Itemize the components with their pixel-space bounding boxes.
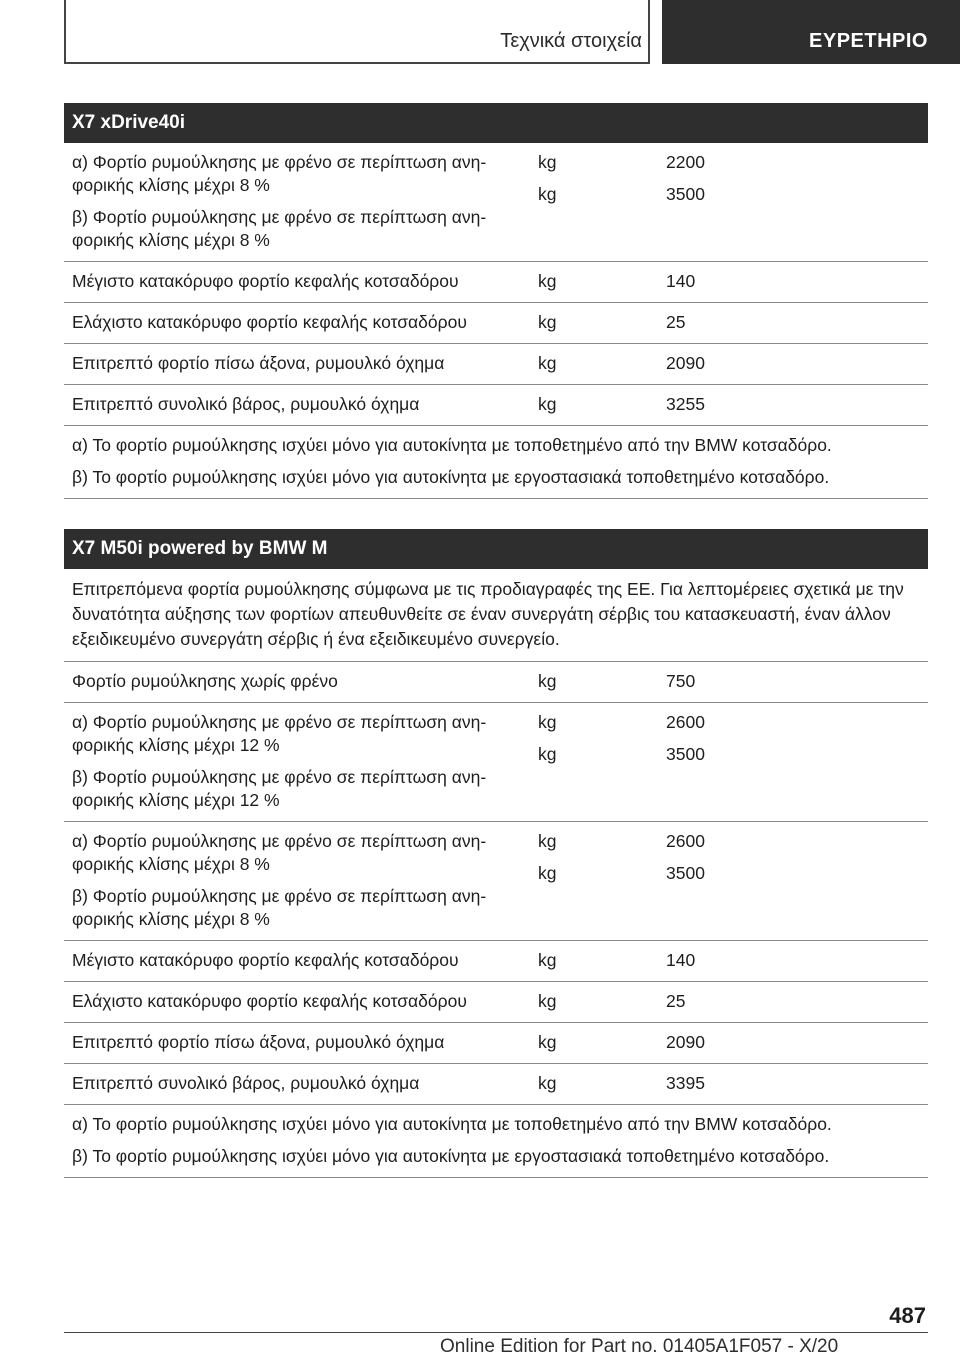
- numeric-value: 2600: [666, 712, 705, 732]
- section-title: X7 M50i powered by BMW M: [64, 529, 928, 569]
- numeric-value: 2200: [666, 152, 705, 172]
- row-value: [666, 393, 920, 416]
- description-line: Επιτρεπτό φορτίο πίσω άξονα, ρυμουλκό όχημα: [72, 353, 445, 373]
- footnote: β) Το φορτίο ρυμούλκησης ισχύει μόνο για αυτοκίνητα με εργοστασιακά τοποθετημένο κοτσαδόρο.: [72, 467, 830, 487]
- row-description: [72, 1072, 538, 1095]
- footnote: α) Το φορτίο ρυμούλκησης ισχύει μόνο για αυτοκίνητα με τοποθετημένο από την BMW κοτσαδόρο.: [72, 1114, 832, 1134]
- row-description: [72, 393, 538, 416]
- row-description: [72, 352, 538, 375]
- numeric-value: 3395: [666, 1073, 705, 1093]
- row-description: [72, 311, 538, 334]
- row-unit: [538, 393, 666, 416]
- row-unit: [538, 311, 666, 334]
- table-row: [64, 982, 928, 1023]
- description-line: α) Φορτίο ρυμούλκησης με φρένο σε περίπτωση ανηφορικής κλίσης μέχρι 8 %: [72, 831, 487, 874]
- row-unit: [538, 711, 666, 812]
- row-description: [72, 1031, 538, 1054]
- unit-value: kg: [538, 950, 557, 970]
- page-number: 487: [889, 1303, 926, 1328]
- numeric-value: 3500: [666, 863, 705, 883]
- edition-text: Online Edition for Part no. 01405A1F057 - X/20: [440, 1336, 839, 1357]
- table-row: [64, 662, 928, 703]
- row-value: [666, 352, 920, 375]
- table-row: [64, 385, 928, 426]
- row-value: [666, 670, 920, 693]
- section-title: X7 xDrive40i: [64, 103, 928, 143]
- numeric-value: 2600: [666, 831, 705, 851]
- row-value: [666, 711, 920, 812]
- notes: [72, 434, 920, 489]
- row-description: [72, 990, 538, 1013]
- description-line: Επιτρεπτό φορτίο πίσω άξονα, ρυμουλκό όχημα: [72, 1032, 445, 1052]
- numeric-value: 750: [666, 671, 696, 691]
- notes: [72, 1113, 920, 1168]
- tab-index[interactable]: ΕΥΡΕΤΗΡΙΟ: [662, 0, 960, 64]
- unit-value: kg: [538, 671, 557, 691]
- unit-value: kg: [538, 312, 557, 332]
- unit-value: kg: [538, 394, 557, 414]
- numeric-value: 140: [666, 271, 696, 291]
- description-line: Φορτίο ρυμούλκησης χωρίς φρένο: [72, 671, 338, 691]
- row-value: [666, 949, 920, 972]
- unit-value: kg: [538, 712, 557, 732]
- row-description: [72, 949, 538, 972]
- numeric-value: 2090: [666, 1032, 705, 1052]
- row-unit: [538, 352, 666, 375]
- spec-content: [64, 103, 928, 1208]
- unit-value: kg: [538, 863, 557, 883]
- description-line: β) Φορτίο ρυμούλκησης με φρένο σε περίπτωση ανηφορικής κλίσης μέχρι 8 %: [72, 207, 487, 250]
- description-line: α) Φορτίο ρυμούλκησης με φρένο σε περίπτωση ανηφορικής κλίσης μέχρι 8 %: [72, 152, 487, 195]
- spec-section: [64, 529, 928, 1178]
- description-line: Ελάχιστο κατακόρυφο φορτίο κεφαλής κοτσαδόρου: [72, 991, 467, 1011]
- table-row: [64, 303, 928, 344]
- row-value: [666, 830, 920, 931]
- description-line: α) Φορτίο ρυμούλκησης με φρένο σε περίπτωση ανηφορικής κλίσης μέχρι 12 %: [72, 712, 487, 755]
- unit-value: kg: [538, 271, 557, 291]
- unit-value: kg: [538, 1032, 557, 1052]
- description-line: Επιτρεπτό συνολικό βάρος, ρυμουλκό όχημα: [72, 394, 420, 414]
- unit-value: kg: [538, 831, 557, 851]
- table-row: [64, 941, 928, 982]
- unit-value: kg: [538, 353, 557, 373]
- row-unit: [538, 151, 666, 252]
- row-unit: [538, 990, 666, 1013]
- intro-row: [64, 569, 928, 662]
- description-line: Επιτρεπτό συνολικό βάρος, ρυμουλκό όχημα: [72, 1073, 420, 1093]
- numeric-value: 3500: [666, 744, 705, 764]
- row-description: [72, 711, 538, 812]
- row-value: [666, 270, 920, 293]
- table-row: [64, 344, 928, 385]
- numeric-value: 2090: [666, 353, 705, 373]
- unit-value: kg: [538, 184, 557, 204]
- description-line: Μέγιστο κατακόρυφο φορτίο κεφαλής κοτσαδόρου: [72, 950, 459, 970]
- description-line: Μέγιστο κατακόρυφο φορτίο κεφαλής κοτσαδόρου: [72, 271, 459, 291]
- tab-technical-data[interactable]: Τεχνικά στοιχεία: [500, 30, 642, 52]
- description-line: β) Φορτίο ρυμούλκησης με φρένο σε περίπτωση ανηφορικής κλίσης μέχρι 8 %: [72, 886, 487, 929]
- row-description: [72, 830, 538, 931]
- intro-text: Επιτρεπόμενα φορτία ρυμούλκησης σύμφωνα με τις προδιαγραφές της ΕΕ. Για λεπτομέρειες σχετικά με την δυνατότητα αύξησης των φορτίων απευθυνθείτε σε έναν συνεργάτη σέρβις του κατασκευαστή, έναν άλλον εξειδικευμένο συνεργάτη σέρβις ή ένα εξειδικευμένο συνεργείο.: [72, 579, 904, 649]
- unit-value: kg: [538, 152, 557, 172]
- footnote: α) Το φορτίο ρυμούλκησης ισχύει μόνο για αυτοκίνητα με τοποθετημένο από την BMW κοτσαδόρο.: [72, 435, 832, 455]
- numeric-value: 3500: [666, 184, 705, 204]
- row-value: [666, 151, 920, 252]
- row-unit: [538, 1072, 666, 1095]
- table-row: [64, 143, 928, 262]
- row-unit: [538, 949, 666, 972]
- row-unit: [538, 270, 666, 293]
- row-description: [72, 270, 538, 293]
- table-row: [64, 703, 928, 822]
- row-description: [72, 151, 538, 252]
- notes-row: [64, 1105, 928, 1178]
- row-value: [666, 311, 920, 334]
- footer-divider: [64, 1332, 928, 1333]
- row-description: [72, 670, 538, 693]
- numeric-value: 25: [666, 991, 686, 1011]
- row-unit: [538, 670, 666, 693]
- row-value: [666, 990, 920, 1013]
- footnote: β) Το φορτίο ρυμούλκησης ισχύει μόνο για αυτοκίνητα με εργοστασιακά τοποθετημένο κοτσαδόρο.: [72, 1146, 830, 1166]
- notes-row: [64, 426, 928, 499]
- numeric-value: 140: [666, 950, 696, 970]
- row-value: [666, 1031, 920, 1054]
- numeric-value: 3255: [666, 394, 705, 414]
- table-row: [64, 1023, 928, 1064]
- unit-value: kg: [538, 1073, 557, 1093]
- description-line: β) Φορτίο ρυμούλκησης με φρένο σε περίπτωση ανηφορικής κλίσης μέχρι 12 %: [72, 767, 487, 810]
- table-row: [64, 1064, 928, 1105]
- description-line: Ελάχιστο κατακόρυφο φορτίο κεφαλής κοτσαδόρου: [72, 312, 467, 332]
- unit-value: kg: [538, 744, 557, 764]
- table-row: [64, 262, 928, 303]
- spec-section: [64, 103, 928, 499]
- row-value: [666, 1072, 920, 1095]
- row-unit: [538, 830, 666, 931]
- table-row: [64, 822, 928, 941]
- numeric-value: 25: [666, 312, 686, 332]
- unit-value: kg: [538, 991, 557, 1011]
- row-unit: [538, 1031, 666, 1054]
